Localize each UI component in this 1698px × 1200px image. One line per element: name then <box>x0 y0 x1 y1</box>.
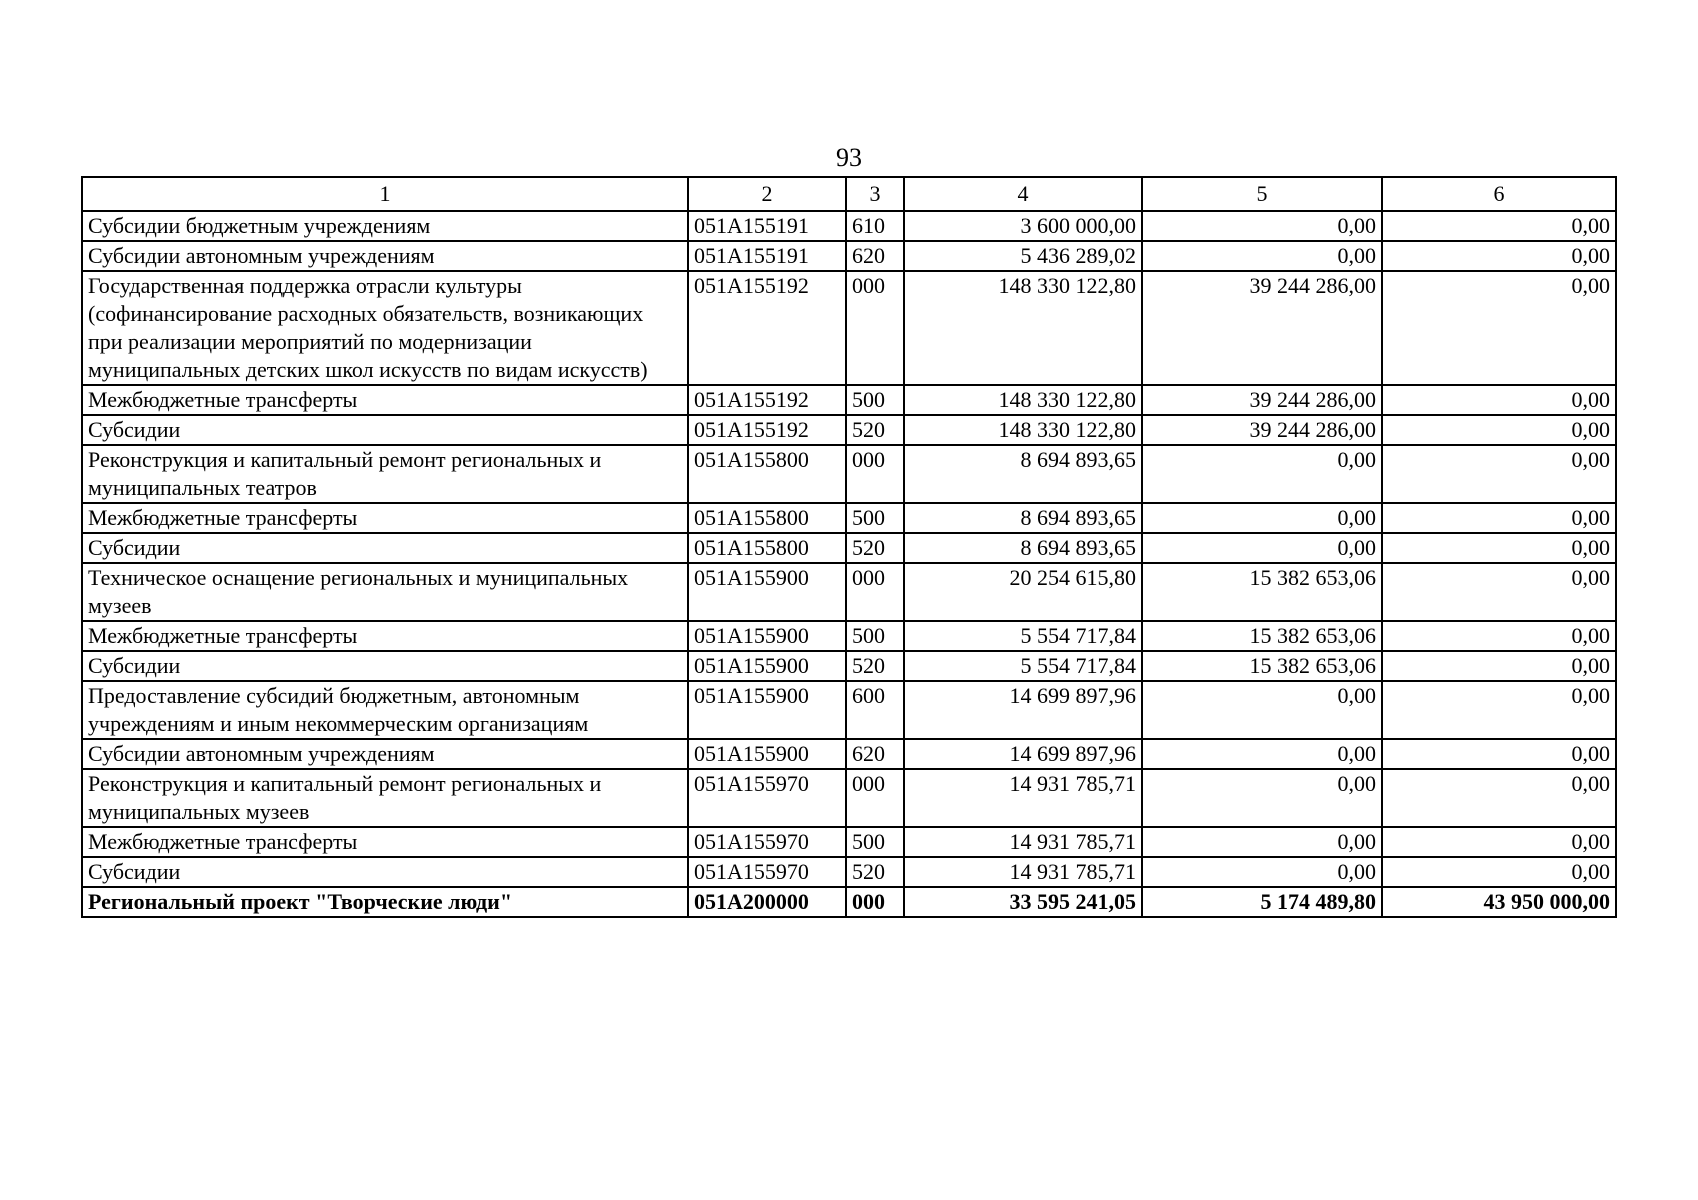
table-row <box>82 445 1616 503</box>
row-value-col6: 0,00 <box>1382 769 1616 827</box>
row-value-col6: 0,00 <box>1382 415 1616 445</box>
row-value-col4: 8 694 893,65 <box>904 503 1142 533</box>
row-kvr-cell: 620 <box>846 739 904 769</box>
header-col-1: 1 <box>82 177 688 211</box>
row-code-cell: 051A155192 <box>688 271 846 385</box>
row-value-col5: 39 244 286,00 <box>1142 271 1382 385</box>
row-value-col6: 0,00 <box>1382 651 1616 681</box>
row-value-col5: 0,00 <box>1142 445 1382 503</box>
row-kvr-cell: 500 <box>846 827 904 857</box>
row-value-col4: 148 330 122,80 <box>904 385 1142 415</box>
row-value-col6: 0,00 <box>1382 241 1616 271</box>
row-value-col4: 148 330 122,80 <box>904 415 1142 445</box>
row-value-col5: 0,00 <box>1142 533 1382 563</box>
row-kvr-cell: 610 <box>846 211 904 241</box>
header-col-3: 3 <box>846 177 904 211</box>
row-value-col5: 0,00 <box>1142 769 1382 827</box>
row-code-cell: 051A155800 <box>688 503 846 533</box>
row-value-col4: 14 931 785,71 <box>904 827 1142 857</box>
row-value-col4: 5 436 289,02 <box>904 241 1142 271</box>
table-row <box>82 241 1616 271</box>
row-kvr-cell: 000 <box>846 887 904 917</box>
row-kvr-cell: 000 <box>846 445 904 503</box>
row-value-col4: 5 554 717,84 <box>904 651 1142 681</box>
row-name-cell: Субсидии <box>82 533 688 563</box>
budget-table <box>81 176 1617 918</box>
row-name-cell: Субсидии автономным учреждениям <box>82 241 688 271</box>
row-name-cell: Государственная поддержка отрасли культуры (софинансирование расходных обязательств, возникающих при реализации мероприятий по модернизации муниципальных детских школ искусств по видам искусств) <box>82 271 688 385</box>
row-value-col5: 0,00 <box>1142 827 1382 857</box>
table-row <box>82 415 1616 445</box>
row-code-cell: 051A155191 <box>688 211 846 241</box>
row-name-cell: Региональный проект "Творческие люди" <box>82 887 688 917</box>
row-value-col5: 0,00 <box>1142 241 1382 271</box>
table-row <box>82 651 1616 681</box>
row-kvr-cell: 520 <box>846 415 904 445</box>
table-body <box>82 211 1616 917</box>
table-row <box>82 769 1616 827</box>
row-value-col5: 0,00 <box>1142 681 1382 739</box>
header-col-5: 5 <box>1142 177 1382 211</box>
row-value-col4: 14 699 897,96 <box>904 739 1142 769</box>
row-name-cell: Межбюджетные трансферты <box>82 621 688 651</box>
row-value-col6: 0,00 <box>1382 445 1616 503</box>
table-row <box>82 887 1616 917</box>
header-col-4: 4 <box>904 177 1142 211</box>
row-value-col4: 20 254 615,80 <box>904 563 1142 621</box>
row-name-cell: Субсидии автономным учреждениям <box>82 739 688 769</box>
row-kvr-cell: 520 <box>846 857 904 887</box>
row-value-col5: 0,00 <box>1142 211 1382 241</box>
row-value-col4: 14 699 897,96 <box>904 681 1142 739</box>
row-value-col6: 0,00 <box>1382 271 1616 385</box>
header-col-2: 2 <box>688 177 846 211</box>
row-name-cell: Субсидии <box>82 415 688 445</box>
table-row <box>82 271 1616 385</box>
row-value-col4: 8 694 893,65 <box>904 533 1142 563</box>
table-row <box>82 211 1616 241</box>
row-code-cell: 051A155900 <box>688 681 846 739</box>
table-row <box>82 739 1616 769</box>
row-name-cell: Субсидии <box>82 857 688 887</box>
row-value-col4: 8 694 893,65 <box>904 445 1142 503</box>
row-value-col5: 0,00 <box>1142 857 1382 887</box>
row-value-col4: 148 330 122,80 <box>904 271 1142 385</box>
row-value-col6: 43 950 000,00 <box>1382 887 1616 917</box>
row-kvr-cell: 000 <box>846 769 904 827</box>
row-kvr-cell: 000 <box>846 271 904 385</box>
row-code-cell: 051A155192 <box>688 415 846 445</box>
row-name-cell: Субсидии бюджетным учреждениям <box>82 211 688 241</box>
row-value-col5: 5 174 489,80 <box>1142 887 1382 917</box>
row-kvr-cell: 520 <box>846 651 904 681</box>
row-value-col6: 0,00 <box>1382 681 1616 739</box>
row-name-cell: Техническое оснащение региональных и муниципальных музеев <box>82 563 688 621</box>
row-code-cell: 051A155970 <box>688 827 846 857</box>
row-kvr-cell: 500 <box>846 385 904 415</box>
row-code-cell: 051A155900 <box>688 651 846 681</box>
row-kvr-cell: 520 <box>846 533 904 563</box>
row-code-cell: 051A200000 <box>688 887 846 917</box>
row-value-col5: 15 382 653,06 <box>1142 563 1382 621</box>
row-kvr-cell: 000 <box>846 563 904 621</box>
table-row <box>82 385 1616 415</box>
header-col-6: 6 <box>1382 177 1616 211</box>
row-kvr-cell: 620 <box>846 241 904 271</box>
row-value-col6: 0,00 <box>1382 533 1616 563</box>
table-row <box>82 533 1616 563</box>
header-row <box>82 177 1616 211</box>
row-value-col5: 15 382 653,06 <box>1142 651 1382 681</box>
page-number: 93 <box>836 143 862 172</box>
row-code-cell: 051A155900 <box>688 739 846 769</box>
table-row <box>82 827 1616 857</box>
row-name-cell: Предоставление субсидий бюджетным, автономным учреждениям и иным некоммерческим организациям <box>82 681 688 739</box>
table-row <box>82 681 1616 739</box>
row-value-col5: 15 382 653,06 <box>1142 621 1382 651</box>
row-value-col6: 0,00 <box>1382 621 1616 651</box>
row-value-col4: 14 931 785,71 <box>904 769 1142 827</box>
row-name-cell: Межбюджетные трансферты <box>82 385 688 415</box>
row-value-col6: 0,00 <box>1382 211 1616 241</box>
row-value-col6: 0,00 <box>1382 563 1616 621</box>
row-name-cell: Межбюджетные трансферты <box>82 503 688 533</box>
row-value-col5: 0,00 <box>1142 739 1382 769</box>
row-kvr-cell: 500 <box>846 503 904 533</box>
row-name-cell: Реконструкция и капитальный ремонт региональных и муниципальных музеев <box>82 769 688 827</box>
row-code-cell: 051A155900 <box>688 621 846 651</box>
row-value-col5: 0,00 <box>1142 503 1382 533</box>
row-value-col6: 0,00 <box>1382 503 1616 533</box>
row-value-col5: 39 244 286,00 <box>1142 385 1382 415</box>
row-name-cell: Реконструкция и капитальный ремонт региональных и муниципальных театров <box>82 445 688 503</box>
row-code-cell: 051A155800 <box>688 533 846 563</box>
row-kvr-cell: 600 <box>846 681 904 739</box>
row-code-cell: 051A155191 <box>688 241 846 271</box>
row-value-col4: 5 554 717,84 <box>904 621 1142 651</box>
row-code-cell: 051A155970 <box>688 769 846 827</box>
row-code-cell: 051A155800 <box>688 445 846 503</box>
row-value-col5: 39 244 286,00 <box>1142 415 1382 445</box>
row-code-cell: 051A155970 <box>688 857 846 887</box>
row-value-col6: 0,00 <box>1382 857 1616 887</box>
table-row <box>82 563 1616 621</box>
row-value-col6: 0,00 <box>1382 385 1616 415</box>
row-value-col4: 3 600 000,00 <box>904 211 1142 241</box>
table-row <box>82 621 1616 651</box>
row-code-cell: 051A155900 <box>688 563 846 621</box>
row-value-col6: 0,00 <box>1382 739 1616 769</box>
table-row <box>82 857 1616 887</box>
row-name-cell: Субсидии <box>82 651 688 681</box>
row-value-col4: 14 931 785,71 <box>904 857 1142 887</box>
row-value-col6: 0,00 <box>1382 827 1616 857</box>
table-row <box>82 503 1616 533</box>
row-value-col4: 33 595 241,05 <box>904 887 1142 917</box>
row-name-cell: Межбюджетные трансферты <box>82 827 688 857</box>
row-kvr-cell: 500 <box>846 621 904 651</box>
row-code-cell: 051A155192 <box>688 385 846 415</box>
